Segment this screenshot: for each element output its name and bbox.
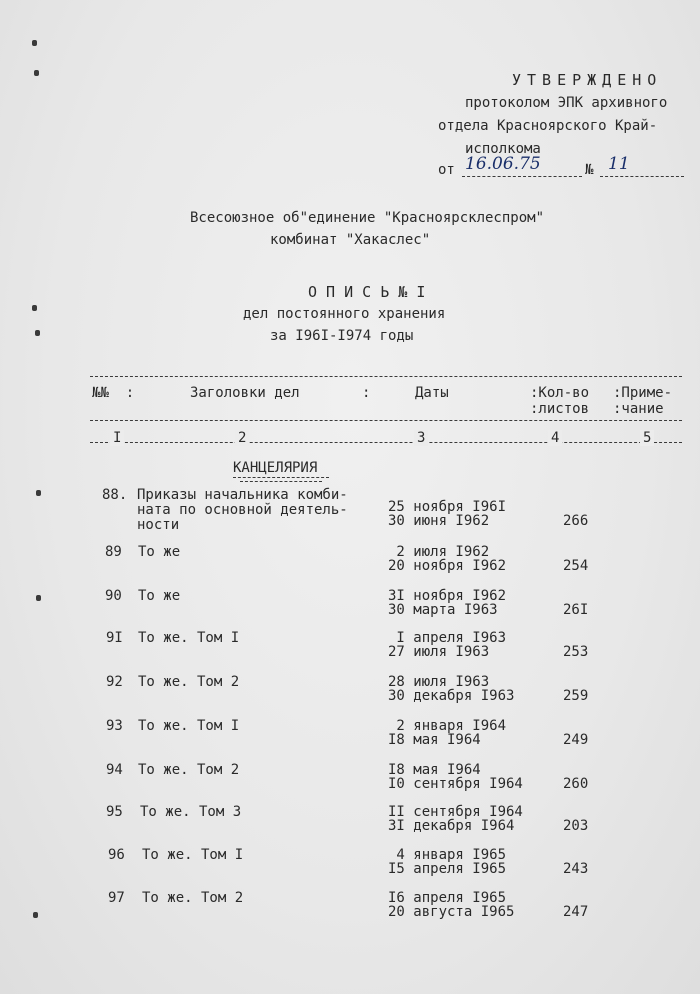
date-from: 4 января I965 <box>388 847 507 863</box>
header-num: №№ : <box>92 385 135 401</box>
approval-line: протоколом ЭПК архивного <box>465 95 668 111</box>
header-rule-middle <box>90 420 682 421</box>
sheet-count: 26I <box>563 602 589 618</box>
date-to: 20 ноября I962 <box>388 558 507 574</box>
header-rule-top <box>90 376 682 377</box>
case-title: То же. Том I <box>138 718 240 734</box>
sheet-count: 266 <box>563 513 589 529</box>
header-note: :Приме- :чание <box>613 385 673 417</box>
approval-number-handwritten: 11 <box>608 154 630 174</box>
sheet-count: 247 <box>563 904 589 920</box>
case-title: То же. Том I <box>138 630 240 646</box>
inventory-subtitle: дел постоянного хранения <box>243 306 446 322</box>
header-title: Заголовки дел <box>190 385 300 401</box>
sheet-count: 259 <box>563 688 589 704</box>
case-number: 93 <box>106 718 123 734</box>
binding-mark <box>35 330 40 336</box>
sheet-count: 249 <box>563 732 589 748</box>
case-title: То же <box>138 588 181 604</box>
column-number: 4 <box>548 430 562 446</box>
case-title: То же. Том 2 <box>138 674 240 690</box>
date-to: 30 июня I962 <box>388 513 490 529</box>
case-number: 92 <box>106 674 123 690</box>
organization-combine: комбинат "Хакаслес" <box>270 232 431 248</box>
date-to: 20 августа I965 <box>388 904 515 920</box>
date-from: I апреля I963 <box>388 630 507 646</box>
case-number: 96 <box>108 847 125 863</box>
binding-mark <box>36 595 41 601</box>
date-from: II сентября I964 <box>388 804 523 820</box>
approval-number-label: № <box>585 162 594 178</box>
binding-mark <box>33 912 38 918</box>
approval-from-label: от <box>438 162 455 178</box>
case-number: 94 <box>106 762 123 778</box>
case-number: 90 <box>105 588 122 604</box>
header-dates: Даты <box>415 385 449 401</box>
column-number: 5 <box>640 430 654 446</box>
case-number: 95 <box>106 804 123 820</box>
date-from: 2 января I964 <box>388 718 507 734</box>
section-heading: КАНЦЕЛЯРИЯ <box>233 460 318 476</box>
header-sheet-count: :Кол-во :листов <box>530 385 590 417</box>
date-to: I5 апреля I965 <box>388 861 507 877</box>
sheet-count: 254 <box>563 558 589 574</box>
date-from: 3I ноября I962 <box>388 588 507 604</box>
binding-mark <box>32 305 37 311</box>
case-title: То же <box>138 544 181 560</box>
case-number: 88. <box>102 487 128 503</box>
approval-line: отдела Красноярского Край- <box>438 118 658 134</box>
column-number-rule <box>90 442 682 443</box>
date-from: 28 июля I963 <box>388 674 490 690</box>
date-to: 3I декабря I964 <box>388 818 515 834</box>
date-to: I0 сентября I964 <box>388 776 523 792</box>
date-to: I8 мая I964 <box>388 732 481 748</box>
case-title: То же. Том I <box>142 847 244 863</box>
sheet-count: 243 <box>563 861 589 877</box>
approval-line: исполкома <box>465 141 541 157</box>
inventory-title: О П И С Ь № I <box>308 283 426 301</box>
date-from: I8 мая I964 <box>388 762 481 778</box>
binding-mark <box>32 40 37 46</box>
approval-title: УТВЕРЖДЕНО <box>512 71 663 89</box>
case-title: То же. Том 3 <box>140 804 242 820</box>
case-title: То же. Том 2 <box>138 762 240 778</box>
case-number: 9I <box>106 630 123 646</box>
binding-mark <box>36 490 41 496</box>
section-underline <box>233 477 329 478</box>
date-underline <box>462 176 582 177</box>
organization-name: Всесоюзное об"единение "Красноярсклеспром" <box>190 210 545 226</box>
case-title: То же. Том 2 <box>142 890 244 906</box>
column-number: 3 <box>414 430 428 446</box>
approval-date-handwritten: 16.06.75 <box>465 154 541 174</box>
number-underline <box>600 176 684 177</box>
case-title: Приказы начальника комби- ната по основной деятель- ности <box>137 487 348 533</box>
sheet-count: 253 <box>563 644 589 660</box>
header-separator: : <box>362 385 371 401</box>
section-underline <box>240 481 322 482</box>
column-number: 2 <box>235 430 249 446</box>
sheet-count: 203 <box>563 818 589 834</box>
column-number: I <box>110 430 124 446</box>
date-from: 25 ноября I96I <box>388 499 507 515</box>
date-from: 2 июля I962 <box>388 544 490 560</box>
binding-mark <box>34 70 39 76</box>
case-number: 89 <box>105 544 122 560</box>
date-to: 30 декабря I963 <box>388 688 515 704</box>
case-number: 97 <box>108 890 125 906</box>
date-to: 27 июля I963 <box>388 644 490 660</box>
date-to: 30 марта I963 <box>388 602 498 618</box>
sheet-count: 260 <box>563 776 589 792</box>
inventory-period: за I96I-I974 годы <box>270 328 414 344</box>
date-from: I6 апреля I965 <box>388 890 507 906</box>
